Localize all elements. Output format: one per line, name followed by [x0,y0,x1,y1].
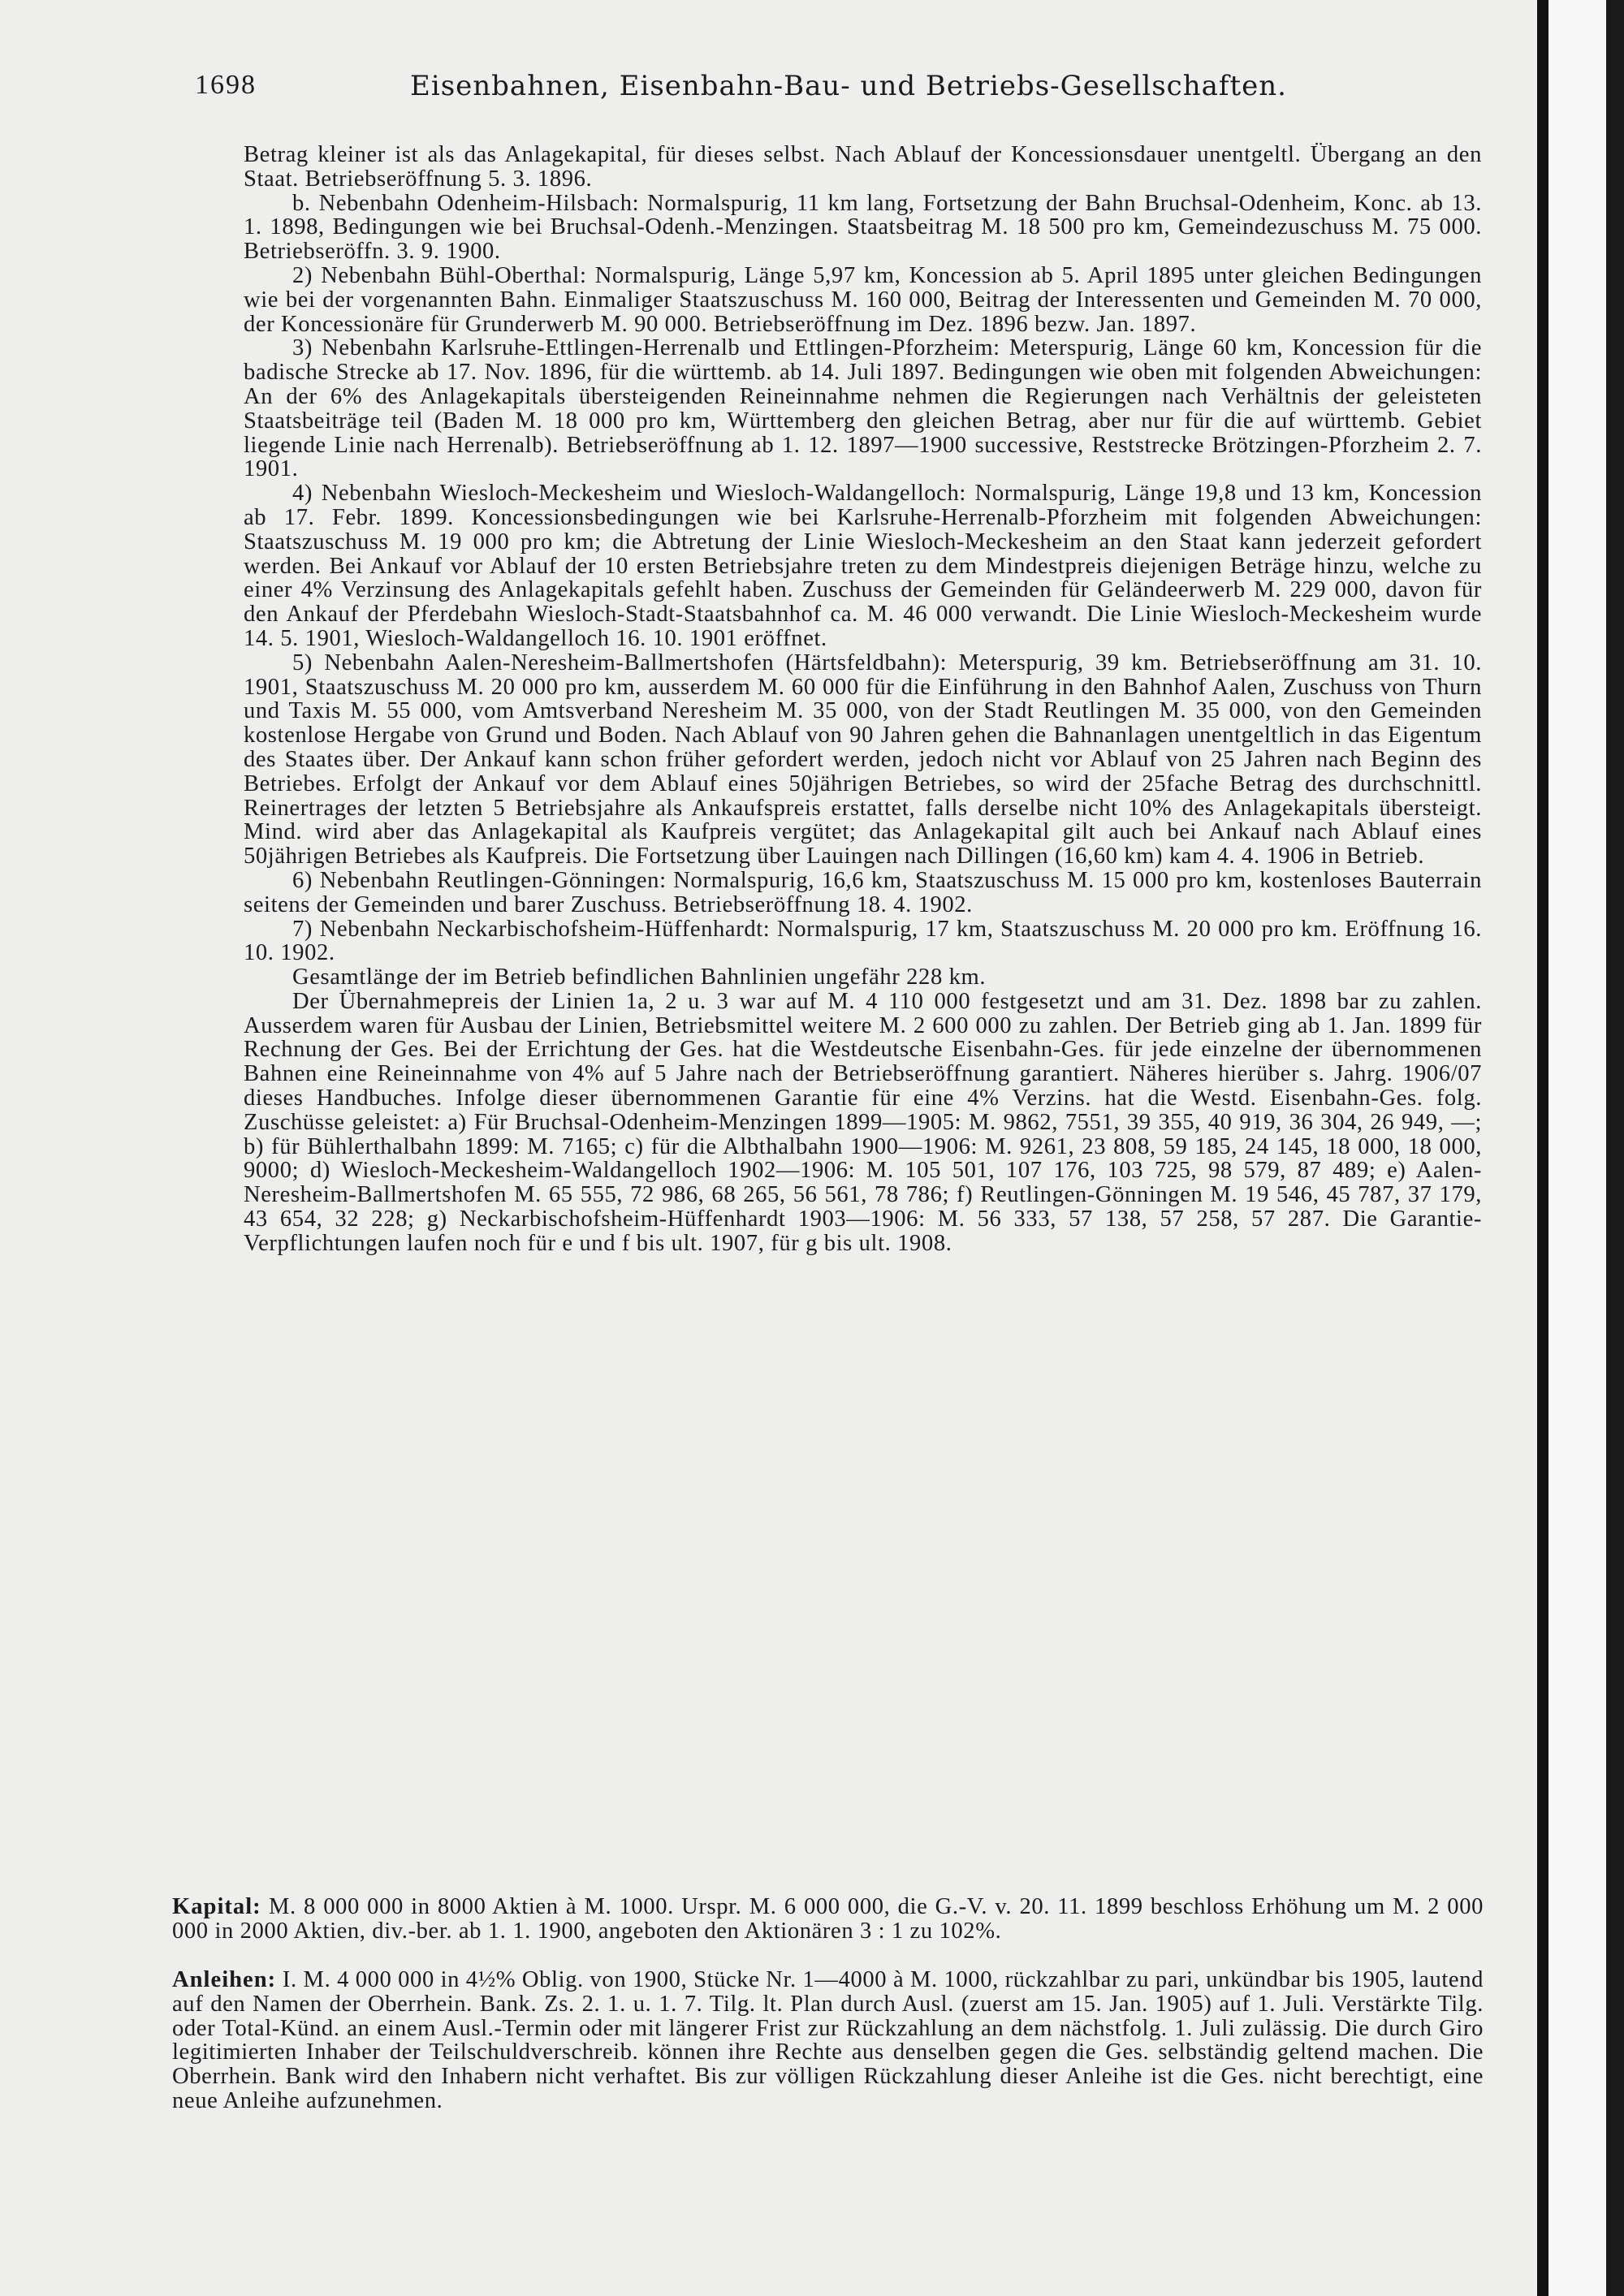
body-text [244,143,1482,1256]
page-number: 1698 [195,70,257,100]
scan-edge [1606,0,1624,2296]
anleihen-label: Anleihen: [172,1967,277,1992]
paragraph-5-aalen-neresheim: 5) Nebenbahn Aalen-Neresheim-Ballmertshofen (Härtsfeldbahn): Meterspurig, 39 km. Betriebseröffnung am 31. 10. 1901, Staatszuschuss M. 20 000 pro km, ausserdem M. 60 000 für die Einführung in den Bahnhof Aalen, Zuschuss von Thurn und Taxis M. 55 000, vom Amtsverband Neresheim M. 35 000, von der Stadt Reutlingen M. 35 000, von den Gemeinden kostenlose Hergabe von Grund und Boden. Nach Ablauf von 90 Jahren gehen die Bahnanlagen unentgeltlich in das Eigentum des Staates über. Der Ankauf kann schon früher gefordert werden, jedoch nicht vor Ablauf von 25 Jahren nach Beginn des Betriebes. Erfolgt der Ankauf vor dem Ablauf eines 50jährigen Betriebes, so wird der 25fache Betrag des durchschnittl. Reinertrages der letzten 5 Betriebsjahre als Ankaufspreis erstattet, falls derselbe nicht 10% des Anlagekapitals übersteigt. Mind. wird aber das Anlagekapital als Kaufpreis vergütet; das Anlagekapital gilt auch bei Ankauf nach Ablauf eines 50jährigen Betriebes als Kaufpreis. Die Fortsetzung über Lauingen nach Dillingen (16,60 km) kam 4. 4. 1906 in Betrieb. [244,650,1482,870]
kapital-text: M. 8 000 000 in 8000 Aktien à M. 1000. Urspr. M. 6 000 000, die G.-V. v. 20. 11. 1899 beschloss Erhöhung um M. 2 000 000 in 2000 Aktien, div.-ber. ab 1. 1. 1900, angeboten den Aktionären 3 : 1 zu 102%. [172,1894,1484,1944]
paragraph-6-reutlingen-goenningen: 6) Nebenbahn Reutlingen-Gönningen: Normalspurig, 16,6 km, Staatszuschuss M. 15 000 pro km, kostenloses Bauterrain seitens der Gemeinden und barer Zuschuss. Betriebseröffnung 18. 4. 1902. [244,867,1482,917]
anleihen-text: I. M. 4 000 000 in 4½% Oblig. von 1900, Stücke Nr. 1—4000 à M. 1000, rückzahlbar zu pari, unkündbar bis 1905, lautend auf den Namen der Oberrhein. Bank. Zs. 2. 1. u. 1. 7. Tilg. lt. Plan durch Ausl. (zuerst am 15. Jan. 1905) auf 1. Juli. Verstärkte Tilg. oder Total-Künd. an einem Ausl.-Termin oder mit längerer Frist zur Rückzahlung an dem nächstfolg. 1. Juli zulässig. Die durch Giro legitimierten Inhaber der Teilschuldverschreib. können ihre Rechte aus denselben gegen die Ges. selbständig geltend machen. Die Oberrhein. Bank wird den Inhabern nicht verhaftet. Bis zur völligen Rückzahlung dieser Anleihe ist die Ges. nicht berechtigt, eine neue Anleihe aufzunehmen. [172,1967,1484,2113]
running-title: Eisenbahnen, Eisenbahn-Bau- und Betriebs-Gesellschaften. [410,70,1287,102]
binding-shadow [1537,0,1548,2296]
paragraph-1b-odenheim-hilsbach: b. Nebenbahn Odenheim-Hilsbach: Normalspurig, 11 km lang, Fortsetzung der Bahn Bruchsal-Odenheim, Konc. ab 13. 1. 1898, Bedingungen wie bei Bruchsal-Odenh.-Menzingen. Staatsbeitrag M. 18 500 pro km, Gemeindezuschuss M. 75 000. Betriebseröffn. 3. 9. 1900. [244,190,1482,265]
paragraph-2-buehl-oberthal: 2) Nebenbahn Bühl-Oberthal: Normalspurig, Länge 5,97 km, Koncession ab 5. April 1895 unter gleichen Bedingungen wie bei der vorgenannten Bahn. Einmaliger Staatszuschuss M. 160 000, Beitrag der Interessenten und Gemeinden M. 70 000, der Koncessionäre für Grunderwerb M. 90 000. Betriebseröffnung im Dez. 1896 bezw. Jan. 1897. [244,262,1482,337]
paragraph-3-karlsruhe-herrenalb: 3) Nebenbahn Karlsruhe-Ettlingen-Herrenalb und Ettlingen-Pforzheim: Meterspurig, Länge 60 km, Koncession für die badische Strecke ab 17. Nov. 1896, für die württemb. ab 14. Juli 1897. Bedingungen wie oben mit folgenden Abweichungen: An der 6% des Anlagekapitals übersteigenden Reineinnahme nehmen die Regierungen nach Verhältnis der geleisteten Staatsbeiträge teil (Baden M. 18 000 pro km, Württemberg den gleichen Betrag, aber nur für die auf württemb. Gebiet liegende Linie nach Herrenalb). Betriebseröffnung ab 1. 12. 1897—1900 successive, Reststrecke Brötzingen-Pforzheim 2. 7. 1901. [244,335,1482,482]
paragraph-4-wiesloch: 4) Nebenbahn Wiesloch-Meckesheim und Wiesloch-Waldangelloch: Normalspurig, Länge 19,8 und 13 km, Koncession ab 17. Febr. 1899. Koncessionsbedingungen wie bei Karlsruhe-Herrenalb-Pforzheim mit folgenden Abweichungen: Staatszuschuss M. 19 000 pro km; die Abtretung der Linie Wiesloch-Meckesheim an den Staat kann jederzeit gefordert werden. Bei Ankauf vor Ablauf der 10 ersten Betriebsjahre treten zu dem Mindestpreis diejenigen Beträge hinzu, welche zu einer 4% Verzinsung des Anlagekapitals gefehlt haben. Zuschuss der Gemeinden für Geländeerwerb M. 229 000, davon für den Ankauf der Pferdebahn Wiesloch-Stadt-Staatsbahnhof ca. M. 46 000 verwandt. Die Linie Wiesloch-Meckesheim wurde 14. 5. 1901, Wiesloch-Waldangelloch 16. 10. 1901 eröffnet. [244,481,1482,651]
paragraph-7-neckarbischofsheim: 7) Nebenbahn Neckarbischofsheim-Hüffenhardt: Normalspurig, 17 km, Staatszuschuss M. 20 000 pro km. Eröffnung 16. 10. 1902. [244,916,1482,966]
page-header [195,70,1332,119]
kapital-section [172,1895,1484,1944]
paragraph-1: Betrag kleiner ist als das Anlagekapital, für dieses selbst. Nach Ablauf der Koncessionsdauer unentgeltl. Übergang an den Staat. Betriebseröffnung 5. 3. 1896. [244,142,1482,192]
paragraph-gesamtlaenge: Gesamtlänge der im Betrieb befindlichen Bahnlinien ungefähr 228 km. [292,965,987,990]
kapital-label: Kapital: [172,1894,261,1919]
paragraph-uebernahmepreis: Der Übernahmepreis der Linien 1a, 2 u. 3 war auf M. 4 110 000 festgesetzt und am 31. Dez. 1898 bar zu zahlen. Ausserdem waren für Ausbau der Linien, Betriebsmittel weitere M. 2 600 000 zu zahlen. Der Betrieb ging ab 1. Jan. 1899 für Rechnung der Ges. Bei der Errichtung der Ges. hat die Westdeutsche Eisenbahn-Ges. für jede einzelne der übernommenen Bahnen eine Reineinnahme von 4% auf 5 Jahre nach der Betriebseröffnung garantiert. Näheres hierüber s. Jahrg. 1906/07 dieses Handbuches. Infolge dieser übernommenen Garantie für eine 4% Verzins. hat die Westd. Eisenbahn-Ges. folg. Zuschüsse geleistet: a) Für Bruchsal-Odenheim-Menzingen 1899—1905: M. 9862, 7551, 39 355, 40 919, 36 304, 26 949, —; b) für Bühlerthalbahn 1899: M. 7165; c) für die Albthalbahn 1900—1906: M. 9261, 23 808, 59 185, 24 145, 18 000, 18 000, 9000; d) Wiesloch-Meckesheim-Waldangelloch 1902—1906: M. 105 501, 107 176, 103 725, 98 579, 87 489; e) Aalen-Neresheim-Ballmertshofen M. 65 555, 72 986, 68 265, 56 561, 78 786; f) Reutlingen-Gönningen M. 19 546, 45 787, 37 179, 43 654, 32 228; g) Neckarbischofsheim-Hüffenhardt 1903—1906: M. 56 333, 57 138, 57 258, 57 287. Die Garantie-Verpflichtungen laufen noch für e und f bis ult. 1907, für g bis ult. 1908. [244,988,1482,1256]
anleihen-section [172,1968,1484,2113]
